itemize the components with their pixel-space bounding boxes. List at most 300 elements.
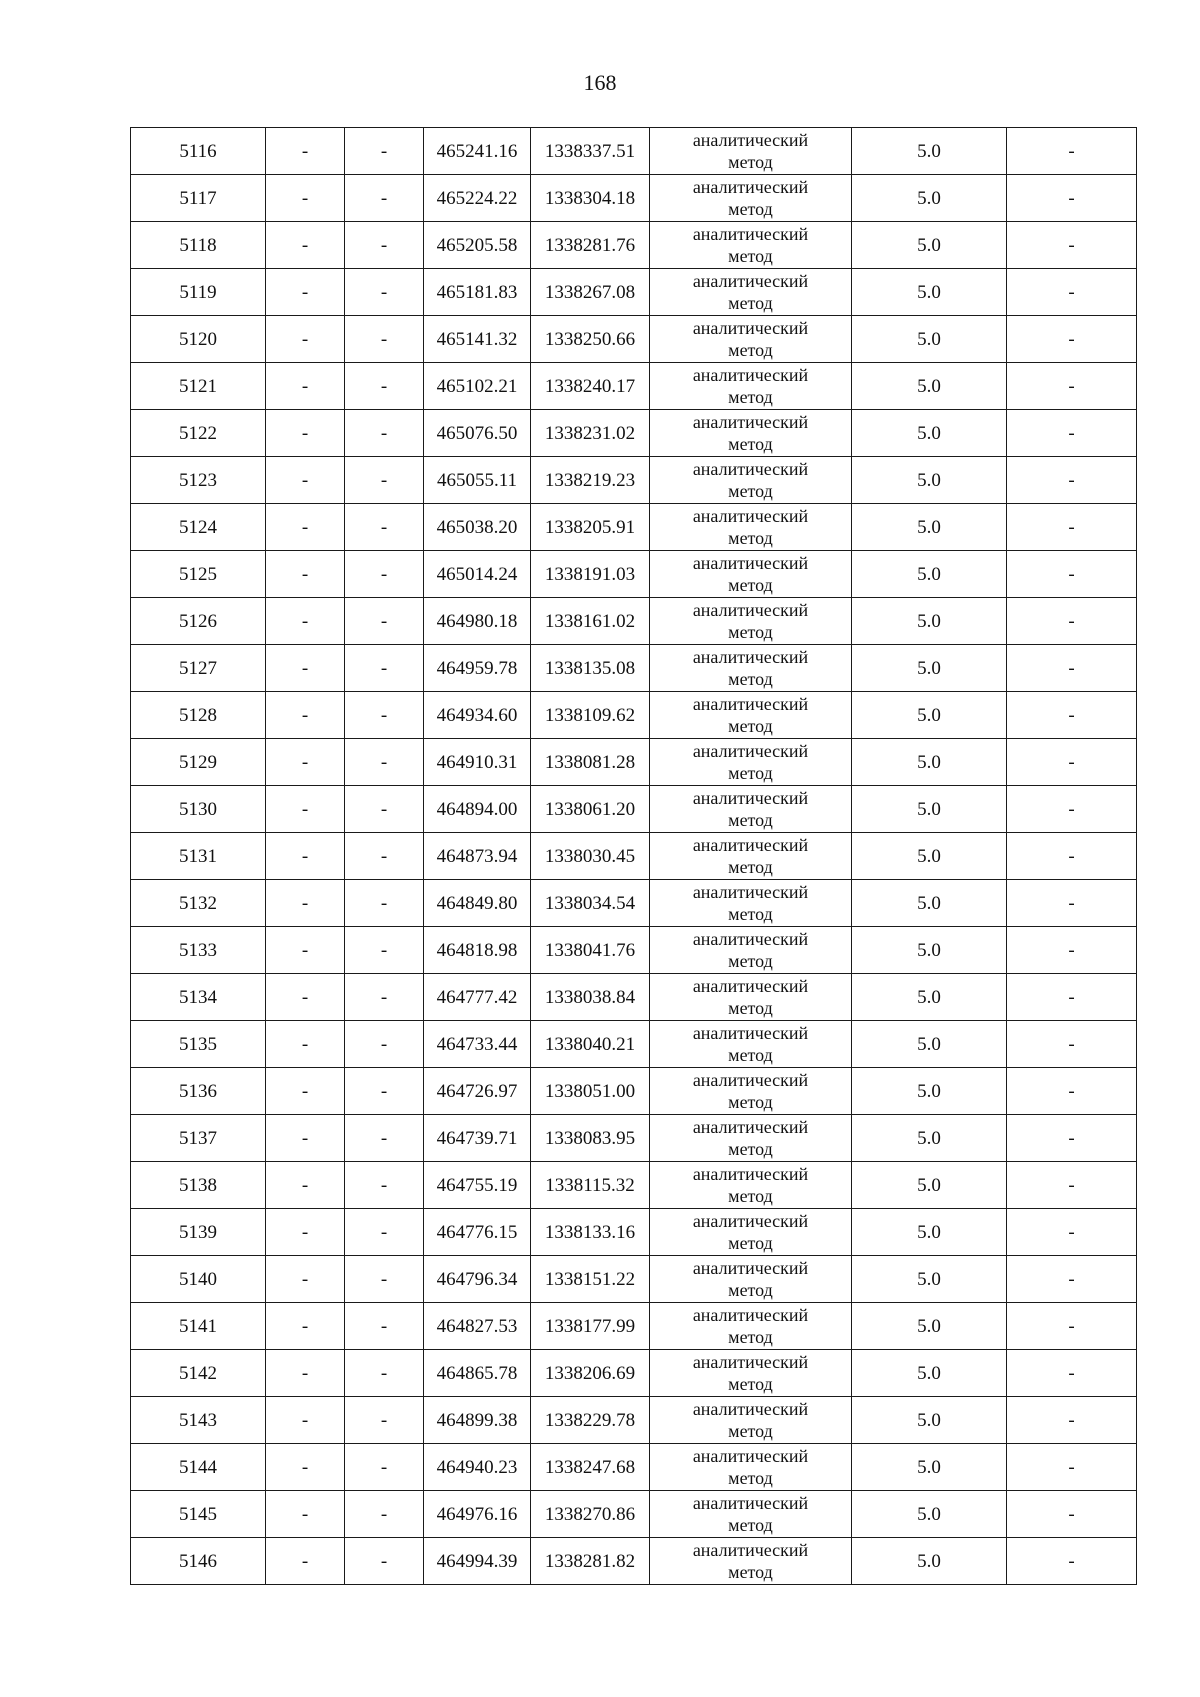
method-line: аналитический [692, 318, 809, 338]
table-row [131, 363, 1137, 410]
cell-y-coordinate: 1338109.62 [531, 692, 650, 739]
cell-accuracy: 5.0 [852, 269, 1007, 316]
cell-y-coordinate: 1338083.95 [531, 1115, 650, 1162]
cell-dash: - [266, 316, 345, 363]
cell-x-coordinate: 464726.97 [424, 1068, 531, 1115]
cell-accuracy: 5.0 [852, 222, 1007, 269]
cell-dash: - [345, 410, 424, 457]
table-row [131, 927, 1137, 974]
method-line: аналитический [692, 224, 809, 244]
cell-y-coordinate: 1338133.16 [531, 1209, 650, 1256]
method-line: аналитический [692, 1211, 809, 1231]
cell-y-coordinate: 1338270.86 [531, 1491, 650, 1538]
cell-method [650, 504, 852, 551]
cell-dash: - [345, 175, 424, 222]
cell-accuracy: 5.0 [852, 739, 1007, 786]
cell-y-coordinate: 1338304.18 [531, 175, 650, 222]
method-line: аналитический [692, 177, 809, 197]
cell-accuracy: 5.0 [852, 598, 1007, 645]
cell-y-coordinate: 1338337.51 [531, 128, 650, 175]
cell-dash: - [345, 786, 424, 833]
method-line: метод [728, 998, 773, 1018]
cell-method [650, 1350, 852, 1397]
cell-dash: - [1007, 880, 1137, 927]
cell-dash: - [1007, 927, 1137, 974]
cell-accuracy: 5.0 [852, 1538, 1007, 1585]
cell-dash: - [345, 833, 424, 880]
cell-dash: - [1007, 128, 1137, 175]
cell-dash: - [345, 316, 424, 363]
cell-point-number: 5125 [131, 551, 266, 598]
cell-accuracy: 5.0 [852, 1256, 1007, 1303]
cell-method [650, 175, 852, 222]
cell-method [650, 786, 852, 833]
cell-method [650, 739, 852, 786]
cell-y-coordinate: 1338267.08 [531, 269, 650, 316]
cell-x-coordinate: 465055.11 [424, 457, 531, 504]
cell-dash: - [1007, 645, 1137, 692]
table-row [131, 598, 1137, 645]
cell-y-coordinate: 1338151.22 [531, 1256, 650, 1303]
cell-method [650, 410, 852, 457]
cell-dash: - [345, 974, 424, 1021]
method-line: метод [728, 763, 773, 783]
cell-dash: - [345, 222, 424, 269]
cell-accuracy: 5.0 [852, 1115, 1007, 1162]
table-row [131, 1303, 1137, 1350]
method-line: аналитический [692, 1399, 809, 1419]
cell-dash: - [1007, 1209, 1137, 1256]
cell-dash: - [1007, 1538, 1137, 1585]
cell-dash: - [266, 1444, 345, 1491]
cell-point-number: 5138 [131, 1162, 266, 1209]
cell-y-coordinate: 1338240.17 [531, 363, 650, 410]
cell-point-number: 5122 [131, 410, 266, 457]
cell-x-coordinate: 465076.50 [424, 410, 531, 457]
cell-method [650, 1162, 852, 1209]
cell-accuracy: 5.0 [852, 551, 1007, 598]
cell-y-coordinate: 1338161.02 [531, 598, 650, 645]
cell-accuracy: 5.0 [852, 1491, 1007, 1538]
cell-point-number: 5133 [131, 927, 266, 974]
table-row [131, 880, 1137, 927]
method-line: метод [728, 1045, 773, 1065]
method-line: метод [728, 1139, 773, 1159]
cell-dash: - [345, 1303, 424, 1350]
cell-dash: - [1007, 1303, 1137, 1350]
method-line: метод [728, 246, 773, 266]
cell-dash: - [345, 1162, 424, 1209]
cell-dash: - [266, 457, 345, 504]
cell-method [650, 222, 852, 269]
method-line: метод [728, 669, 773, 689]
cell-dash: - [266, 1538, 345, 1585]
cell-point-number: 5145 [131, 1491, 266, 1538]
cell-dash: - [345, 927, 424, 974]
cell-method [650, 363, 852, 410]
cell-dash: - [345, 269, 424, 316]
cell-method [650, 1491, 852, 1538]
table-row [131, 1021, 1137, 1068]
cell-dash: - [345, 739, 424, 786]
cell-y-coordinate: 1338281.76 [531, 222, 650, 269]
cell-x-coordinate: 464976.16 [424, 1491, 531, 1538]
cell-accuracy: 5.0 [852, 880, 1007, 927]
cell-dash: - [266, 1350, 345, 1397]
method-line: аналитический [692, 1117, 809, 1137]
cell-dash: - [266, 739, 345, 786]
cell-dash: - [345, 1115, 424, 1162]
cell-dash: - [266, 1068, 345, 1115]
cell-x-coordinate: 464865.78 [424, 1350, 531, 1397]
cell-method [650, 1021, 852, 1068]
cell-dash: - [1007, 1068, 1137, 1115]
cell-dash: - [1007, 363, 1137, 410]
method-line: метод [728, 481, 773, 501]
cell-dash: - [1007, 222, 1137, 269]
table-row [131, 1256, 1137, 1303]
cell-x-coordinate: 464940.23 [424, 1444, 531, 1491]
method-line: аналитический [692, 1164, 809, 1184]
cell-x-coordinate: 464796.34 [424, 1256, 531, 1303]
cell-point-number: 5143 [131, 1397, 266, 1444]
table-row [131, 833, 1137, 880]
table-row [131, 1444, 1137, 1491]
cell-dash: - [266, 551, 345, 598]
table-row [131, 1115, 1137, 1162]
cell-method [650, 316, 852, 363]
cell-y-coordinate: 1338034.54 [531, 880, 650, 927]
cell-dash: - [266, 128, 345, 175]
table-body [131, 128, 1137, 1585]
method-line: аналитический [692, 459, 809, 479]
cell-y-coordinate: 1338229.78 [531, 1397, 650, 1444]
cell-accuracy: 5.0 [852, 1209, 1007, 1256]
method-line: аналитический [692, 788, 809, 808]
cell-dash: - [266, 222, 345, 269]
cell-dash: - [266, 1397, 345, 1444]
cell-point-number: 5116 [131, 128, 266, 175]
cell-point-number: 5120 [131, 316, 266, 363]
cell-method [650, 128, 852, 175]
cell-point-number: 5139 [131, 1209, 266, 1256]
cell-dash: - [1007, 1021, 1137, 1068]
cell-y-coordinate: 1338177.99 [531, 1303, 650, 1350]
cell-point-number: 5130 [131, 786, 266, 833]
cell-dash: - [345, 1397, 424, 1444]
cell-dash: - [345, 504, 424, 551]
cell-accuracy: 5.0 [852, 316, 1007, 363]
cell-point-number: 5137 [131, 1115, 266, 1162]
cell-dash: - [266, 1209, 345, 1256]
cell-dash: - [1007, 551, 1137, 598]
cell-x-coordinate: 464733.44 [424, 1021, 531, 1068]
cell-accuracy: 5.0 [852, 1068, 1007, 1115]
cell-point-number: 5129 [131, 739, 266, 786]
cell-method [650, 692, 852, 739]
method-line: аналитический [692, 1446, 809, 1466]
method-line: аналитический [692, 835, 809, 855]
cell-y-coordinate: 1338038.84 [531, 974, 650, 1021]
cell-y-coordinate: 1338061.20 [531, 786, 650, 833]
method-line: аналитический [692, 130, 809, 150]
table-row [131, 410, 1137, 457]
cell-dash: - [266, 1021, 345, 1068]
cell-method [650, 1256, 852, 1303]
cell-dash: - [1007, 786, 1137, 833]
table-row [131, 1068, 1137, 1115]
cell-dash: - [1007, 692, 1137, 739]
cell-point-number: 5140 [131, 1256, 266, 1303]
method-line: аналитический [692, 1023, 809, 1043]
cell-dash: - [1007, 410, 1137, 457]
cell-y-coordinate: 1338135.08 [531, 645, 650, 692]
cell-dash: - [266, 1256, 345, 1303]
cell-dash: - [345, 128, 424, 175]
cell-method [650, 974, 852, 1021]
cell-x-coordinate: 464827.53 [424, 1303, 531, 1350]
cell-x-coordinate: 464739.71 [424, 1115, 531, 1162]
cell-method [650, 927, 852, 974]
table-row [131, 269, 1137, 316]
cell-method [650, 1068, 852, 1115]
method-line: аналитический [692, 412, 809, 432]
cell-x-coordinate: 464849.80 [424, 880, 531, 927]
table-row [131, 504, 1137, 551]
cell-method [650, 1538, 852, 1585]
table-row [131, 739, 1137, 786]
cell-x-coordinate: 464910.31 [424, 739, 531, 786]
cell-method [650, 833, 852, 880]
cell-dash: - [266, 833, 345, 880]
cell-dash: - [1007, 833, 1137, 880]
method-line: метод [728, 1515, 773, 1535]
cell-dash: - [345, 1256, 424, 1303]
cell-point-number: 5117 [131, 175, 266, 222]
cell-point-number: 5142 [131, 1350, 266, 1397]
cell-dash: - [345, 1538, 424, 1585]
method-line: аналитический [692, 506, 809, 526]
cell-accuracy: 5.0 [852, 786, 1007, 833]
cell-dash: - [266, 410, 345, 457]
table-row [131, 316, 1137, 363]
cell-point-number: 5123 [131, 457, 266, 504]
cell-x-coordinate: 464818.98 [424, 927, 531, 974]
method-line: метод [728, 152, 773, 172]
cell-method [650, 598, 852, 645]
cell-dash: - [345, 645, 424, 692]
cell-y-coordinate: 1338281.82 [531, 1538, 650, 1585]
cell-dash: - [266, 1162, 345, 1209]
cell-y-coordinate: 1338250.66 [531, 316, 650, 363]
cell-dash: - [266, 363, 345, 410]
cell-dash: - [345, 1209, 424, 1256]
cell-x-coordinate: 464994.39 [424, 1538, 531, 1585]
cell-dash: - [1007, 316, 1137, 363]
cell-point-number: 5136 [131, 1068, 266, 1115]
cell-dash: - [266, 692, 345, 739]
cell-accuracy: 5.0 [852, 1444, 1007, 1491]
cell-dash: - [345, 598, 424, 645]
cell-y-coordinate: 1338219.23 [531, 457, 650, 504]
cell-dash: - [345, 457, 424, 504]
page-number: 168 [583, 70, 617, 95]
cell-dash: - [266, 974, 345, 1021]
table-row [131, 457, 1137, 504]
cell-method [650, 645, 852, 692]
method-line: аналитический [692, 694, 809, 714]
method-line: метод [728, 1280, 773, 1300]
method-line: аналитический [692, 882, 809, 902]
cell-x-coordinate: 465241.16 [424, 128, 531, 175]
cell-x-coordinate: 465205.58 [424, 222, 531, 269]
method-line: метод [728, 1327, 773, 1347]
cell-y-coordinate: 1338205.91 [531, 504, 650, 551]
cell-dash: - [266, 1491, 345, 1538]
cell-dash: - [1007, 504, 1137, 551]
cell-dash: - [345, 1021, 424, 1068]
cell-y-coordinate: 1338040.21 [531, 1021, 650, 1068]
cell-dash: - [1007, 457, 1137, 504]
cell-x-coordinate: 464776.15 [424, 1209, 531, 1256]
cell-dash: - [1007, 1256, 1137, 1303]
method-line: аналитический [692, 365, 809, 385]
cell-y-coordinate: 1338081.28 [531, 739, 650, 786]
cell-accuracy: 5.0 [852, 363, 1007, 410]
cell-point-number: 5121 [131, 363, 266, 410]
method-line: метод [728, 622, 773, 642]
method-line: аналитический [692, 647, 809, 667]
method-line: метод [728, 293, 773, 313]
cell-accuracy: 5.0 [852, 1021, 1007, 1068]
cell-x-coordinate: 464980.18 [424, 598, 531, 645]
cell-dash: - [345, 363, 424, 410]
method-line: метод [728, 1186, 773, 1206]
cell-accuracy: 5.0 [852, 504, 1007, 551]
cell-dash: - [1007, 974, 1137, 1021]
method-line: аналитический [692, 741, 809, 761]
table-row [131, 645, 1137, 692]
cell-dash: - [1007, 175, 1137, 222]
cell-x-coordinate: 465014.24 [424, 551, 531, 598]
cell-x-coordinate: 464899.38 [424, 1397, 531, 1444]
method-line: аналитический [692, 600, 809, 620]
cell-accuracy: 5.0 [852, 128, 1007, 175]
method-line: метод [728, 1233, 773, 1253]
cell-accuracy: 5.0 [852, 1162, 1007, 1209]
cell-accuracy: 5.0 [852, 692, 1007, 739]
cell-dash: - [1007, 1491, 1137, 1538]
table-row [131, 974, 1137, 1021]
cell-y-coordinate: 1338115.32 [531, 1162, 650, 1209]
cell-dash: - [345, 1491, 424, 1538]
method-line: аналитический [692, 553, 809, 573]
cell-dash: - [1007, 739, 1137, 786]
cell-point-number: 5126 [131, 598, 266, 645]
cell-dash: - [1007, 1397, 1137, 1444]
cell-dash: - [266, 175, 345, 222]
table-row [131, 1209, 1137, 1256]
cell-dash: - [266, 927, 345, 974]
table-row [131, 1538, 1137, 1585]
cell-dash: - [1007, 269, 1137, 316]
cell-x-coordinate: 465141.32 [424, 316, 531, 363]
cell-dash: - [345, 880, 424, 927]
cell-x-coordinate: 465224.22 [424, 175, 531, 222]
cell-y-coordinate: 1338247.68 [531, 1444, 650, 1491]
table-row [131, 1162, 1137, 1209]
method-line: аналитический [692, 1540, 809, 1560]
cell-accuracy: 5.0 [852, 927, 1007, 974]
cell-dash: - [1007, 1444, 1137, 1491]
cell-x-coordinate: 464755.19 [424, 1162, 531, 1209]
method-line: аналитический [692, 1258, 809, 1278]
cell-accuracy: 5.0 [852, 974, 1007, 1021]
method-line: метод [728, 199, 773, 219]
cell-dash: - [345, 1444, 424, 1491]
cell-x-coordinate: 464873.94 [424, 833, 531, 880]
cell-point-number: 5144 [131, 1444, 266, 1491]
method-line: метод [728, 951, 773, 971]
cell-dash: - [345, 1350, 424, 1397]
cell-y-coordinate: 1338206.69 [531, 1350, 650, 1397]
cell-x-coordinate: 464894.00 [424, 786, 531, 833]
table-row [131, 128, 1137, 175]
cell-accuracy: 5.0 [852, 1350, 1007, 1397]
cell-point-number: 5132 [131, 880, 266, 927]
method-line: метод [728, 716, 773, 736]
cell-point-number: 5119 [131, 269, 266, 316]
table-row [131, 786, 1137, 833]
cell-point-number: 5141 [131, 1303, 266, 1350]
table-row [131, 692, 1137, 739]
cell-accuracy: 5.0 [852, 645, 1007, 692]
cell-dash: - [266, 1303, 345, 1350]
method-line: метод [728, 575, 773, 595]
cell-dash: - [266, 1115, 345, 1162]
cell-method [650, 1209, 852, 1256]
cell-method [650, 269, 852, 316]
method-line: метод [728, 904, 773, 924]
cell-y-coordinate: 1338030.45 [531, 833, 650, 880]
method-line: аналитический [692, 929, 809, 949]
method-line: аналитический [692, 1305, 809, 1325]
cell-point-number: 5118 [131, 222, 266, 269]
cell-dash: - [266, 645, 345, 692]
cell-accuracy: 5.0 [852, 1303, 1007, 1350]
table-row [131, 551, 1137, 598]
method-line: метод [728, 1468, 773, 1488]
table-row [131, 1491, 1137, 1538]
cell-x-coordinate: 464777.42 [424, 974, 531, 1021]
cell-point-number: 5135 [131, 1021, 266, 1068]
method-line: аналитический [692, 1352, 809, 1372]
table-row [131, 222, 1137, 269]
table-row [131, 1350, 1137, 1397]
cell-point-number: 5128 [131, 692, 266, 739]
cell-accuracy: 5.0 [852, 833, 1007, 880]
cell-method [650, 1115, 852, 1162]
cell-dash: - [1007, 598, 1137, 645]
method-line: метод [728, 340, 773, 360]
cell-x-coordinate: 465181.83 [424, 269, 531, 316]
cell-point-number: 5146 [131, 1538, 266, 1585]
method-line: метод [728, 1562, 773, 1582]
cell-method [650, 1303, 852, 1350]
method-line: аналитический [692, 976, 809, 996]
method-line: метод [728, 810, 773, 830]
table-row [131, 175, 1137, 222]
